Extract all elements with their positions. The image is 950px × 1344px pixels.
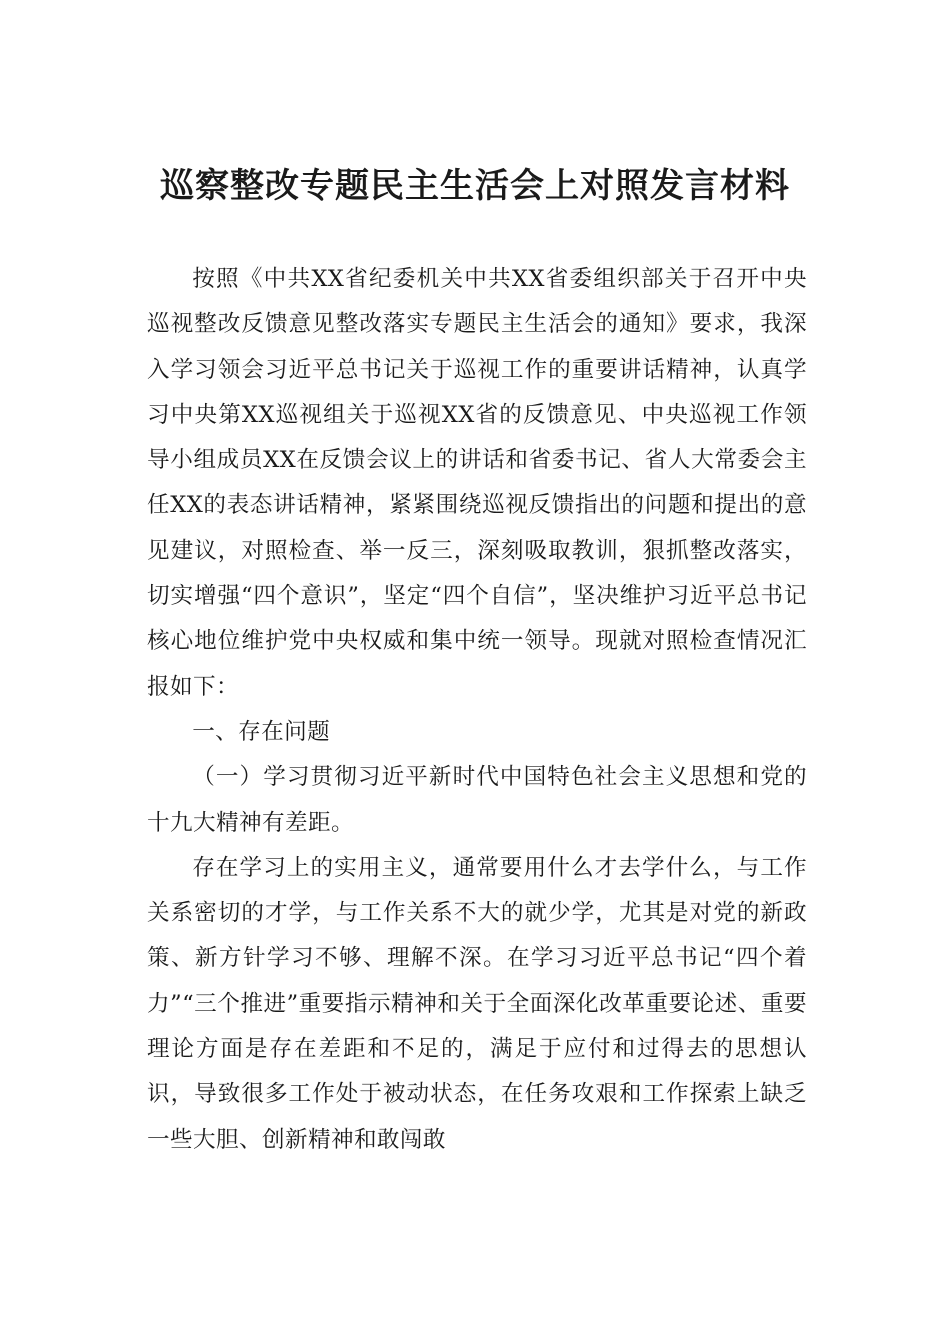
- document-body: [147, 257, 807, 1163]
- subsection-heading: （一）学习贯彻习近平新时代中国特色社会主义思想和党的十九大精神有差距。: [147, 764, 807, 836]
- section-heading: 一、存在问题: [192, 718, 331, 745]
- intro-paragraph: 按照《中共XX省纪委机关中共XX省委组织部关于召开中央巡视整改反馈意见整改落实专题民主生活会的通知》要求，我深入学习领会习近平总书记关于巡视工作的重要讲话精神，认真学习中央第XX巡视组关于巡视XX省的反馈意见、中央巡视工作领导小组成员XX在反馈会议上的讲话和省委书记、省人大常委会主任XX的表态讲话精神，紧紧围绕巡视反馈指出的问题和提出的意见建议，对照检查、举一反三，深刻吸取教训，狠抓整改落实，切实增强“四个意识”，坚定“四个自信”，坚决维护习近平总书记核心地位维护党中央权威和集中统一领导。现就对照检查情况汇报如下：: [147, 266, 807, 700]
- document-title: 巡察整改专题民主生活会上对照发言材料: [160, 166, 790, 206]
- body-paragraph: 存在学习上的实用主义，通常要用什么才去学什么，与工作关系密切的才学，与工作关系不大的就少学，尤其是对党的新政策、新方针学习不够、理解不深。在学习习近平总书记“四个着力”“三个推进”重要指示精神和关于全面深化改革重要论述、重要理论方面是存在差距和不足的，满足于应付和过得去的思想认识，导致很多工作处于被动状态，在任务攻艰和工作探索上缺乏一些大胆、创新精神和敢闯敢: [147, 854, 807, 1153]
